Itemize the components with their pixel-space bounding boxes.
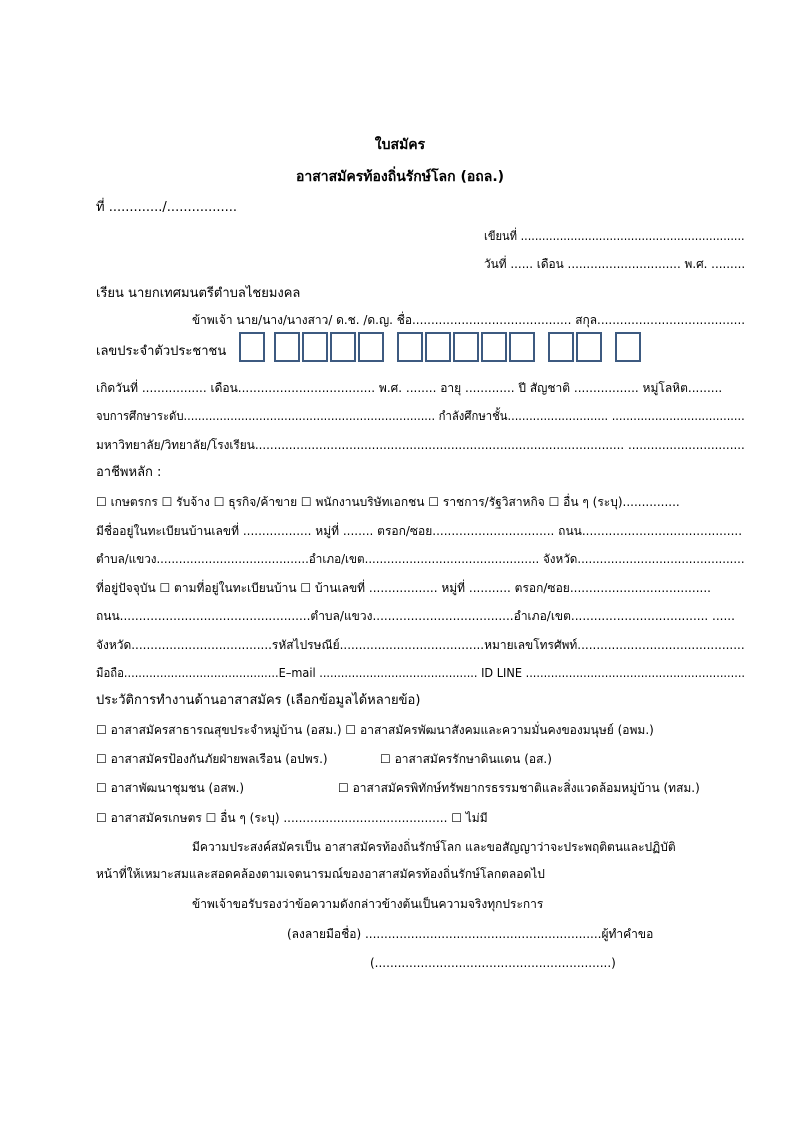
id-digit-box[interactable] xyxy=(548,332,574,362)
school-field[interactable]: มหาวิทยาลัย/วิทยาลัย/โรงเรียน.................................................................................................. ............................... xyxy=(96,438,745,452)
form-subtitle: อาสาสมัครท้องถิ่นรักษ์โลก (อถล.) xyxy=(295,169,505,185)
id-digit-box[interactable] xyxy=(330,332,356,362)
volunteer-option-territorial[interactable]: ☐ อาสาสมัครรักษาดินแดน (อส.) xyxy=(380,752,552,766)
id-number-label: เลขประจำตัวประชาชน xyxy=(96,344,227,359)
id-digit-box[interactable] xyxy=(274,332,300,362)
id-digit-box[interactable] xyxy=(576,332,602,362)
occupation-label: อาชีพหลัก : xyxy=(96,465,162,480)
road-field[interactable]: ถนน..................................................ตำบล/แขวง.....................................อำเภอ/เขต.................................... ...... xyxy=(96,609,735,623)
addressee: เรียน นายกเทศมนตรีตำบลไชยมงคล xyxy=(96,286,301,301)
volunteer-option-civil-defense[interactable]: ☐ อาสาสมัครป้องกันภัยฝ่ายพลเรือน (อปพร.) xyxy=(96,752,328,766)
birth-info-field[interactable]: เกิดวันที่ ................. เดือน.................................... พ.ศ. ........ อายุ ............. ปี สัญชาติ ................. หมู่โลหิต......... xyxy=(96,381,723,395)
volunteer-option-community[interactable]: ☐ อาสาพัฒนาชุมชน (อสพ.) xyxy=(96,781,245,795)
intent-statement-line1: มีความประสงค์สมัครเป็น อาสาสมัครท้องถิ่นรักษ์โลก และขอสัญญาว่าจะประพฤติตนและปฏิบัติ xyxy=(192,840,676,854)
volunteer-options-row4[interactable]: ☐ อาสาสมัครเกษตร ☐ อื่น ๆ (ระบุ) ........................................... ☐ ไม่มี xyxy=(96,811,488,825)
education-field[interactable]: จบการศึกษาระดับ...................................................................... กำลังศึกษาชั้น............................ ..................................... xyxy=(96,409,745,423)
subdistrict-field[interactable]: ตำบล/แขวง.........................................อำเภอ/เขต............................................... จังหวัด............................................. xyxy=(96,552,745,566)
contact-field[interactable]: มือถือ...........................................E–mail ............................................ ID LINE ............................................................. xyxy=(96,666,746,680)
written-at-field[interactable]: เขียนที่ ............................................................... xyxy=(484,229,745,243)
volunteer-history-label: ประวัติการทำงานด้านอาสาสมัคร (เลือกข้อมูลได้หลายข้อ) xyxy=(96,693,421,708)
intent-statement-line2: หน้าที่ให้เหมาะสมและสอดคล้องตามเจตนารมณ์ของอาสาสมัครท้องถิ่นรักษ์โลกตลอดไป xyxy=(96,867,545,881)
date-field[interactable]: วันที่ ...... เดือน .............................. พ.ศ. ......... xyxy=(484,257,746,271)
id-digit-box[interactable] xyxy=(615,332,641,362)
reference-number: ที่ ............./................. xyxy=(96,200,238,215)
signature-name-field[interactable]: (..............................................................) xyxy=(370,956,616,970)
house-registration-field[interactable]: มีชื่ออยู่ในทะเบียนบ้านเลขที่ .................. หมู่ที่ ........ ตรอก/ซอย................................ ถนน.......................................... xyxy=(96,524,743,538)
id-digit-box[interactable] xyxy=(509,332,535,362)
id-digit-box[interactable] xyxy=(481,332,507,362)
id-digit-box[interactable] xyxy=(397,332,423,362)
signature-field[interactable]: (ลงลายมือชื่อ) ..............................................................ผู้ทำคำขอ xyxy=(287,927,654,941)
id-digit-box[interactable] xyxy=(302,332,328,362)
province-field[interactable]: จังหวัด.....................................รหัสไปรษณีย์......................................หมายเลขโทรศัพท์............................................ xyxy=(96,638,745,652)
applicant-name-field[interactable]: ข้าพเจ้า นาย/นาง/นางสาว/ ด.ช. /ด.ญ. ชื่อ.......................................... สกุล....................................... xyxy=(192,313,746,327)
id-digit-box[interactable] xyxy=(453,332,479,362)
volunteer-options-row1[interactable]: ☐ อาสาสมัครสาธารณสุขประจำหมู่บ้าน (อสม.) ☐ อาสาสมัครพัฒนาสังคมและความมั่นคงของมนุษย์ (อพม.) xyxy=(96,723,654,737)
id-digit-box[interactable] xyxy=(239,332,265,362)
id-digit-box[interactable] xyxy=(425,332,451,362)
current-address-field[interactable]: ที่อยู่ปัจจุบัน ☐ ตามที่อยู่ในทะเบียนบ้าน ☐ บ้านเลขที่ .................. หมู่ที่ ........... ตรอก/ซอย..................................... xyxy=(96,581,711,595)
id-digit-box[interactable] xyxy=(358,332,384,362)
form-title: ใบสมัคร xyxy=(374,137,426,153)
occupation-options[interactable]: ☐ เกษตรกร ☐ รับจ้าง ☐ ธุรกิจ/ค้าขาย ☐ พนักงานบริษัทเอกชน ☐ ราชการ/รัฐวิสาหกิจ ☐ อื่น ๆ (ระบุ)............... xyxy=(96,495,680,509)
volunteer-option-environment[interactable]: ☐ อาสาสมัครพิทักษ์ทรัพยากรธรรมชาติและสิ่งแวดล้อมหมู่บ้าน (ทสม.) xyxy=(338,781,700,795)
certification-statement: ข้าพเจ้าขอรับรองว่าข้อความดังกล่าวข้างต้นเป็นความจริงทุกประการ xyxy=(192,897,544,911)
